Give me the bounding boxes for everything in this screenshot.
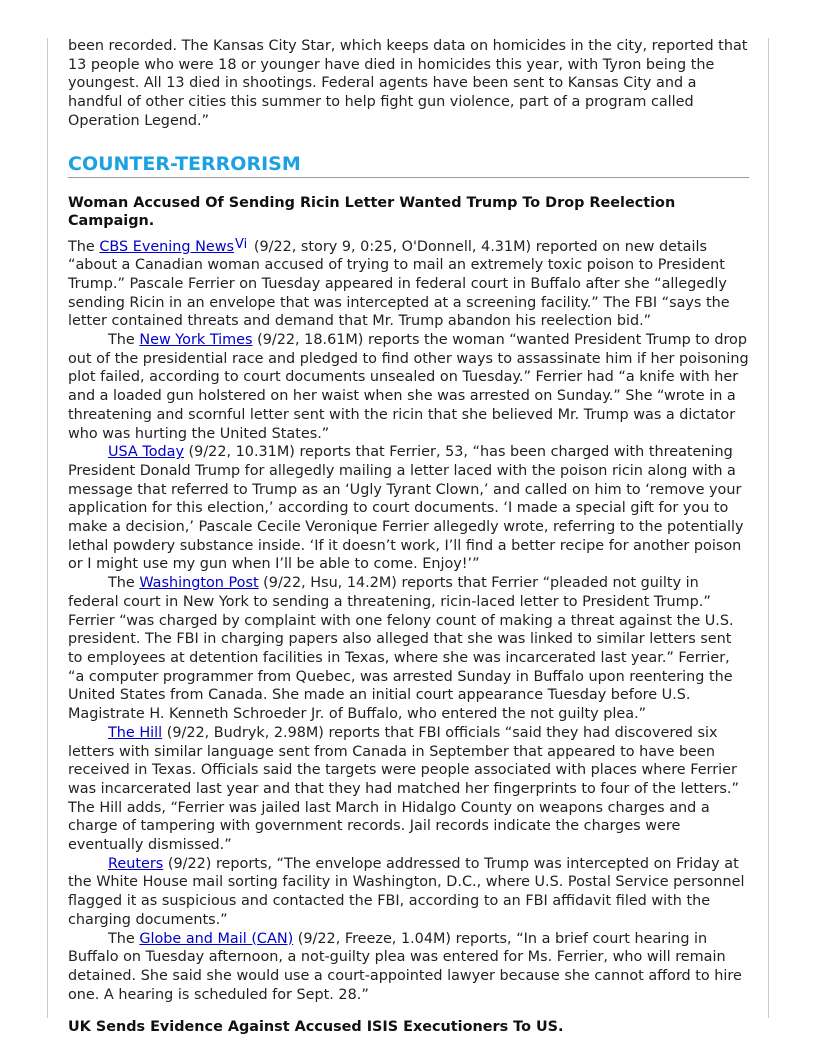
source-link-washington-post[interactable]: Washington Post bbox=[139, 575, 259, 592]
source-link-globe-and-mail[interactable]: Globe and Mail (CAN) bbox=[139, 930, 294, 947]
paragraph-text: (9/22, Budryk, 2.98M) reports that FBI officials “said they had discovered six letters with similar language sent from Canada in September that appeared to have been received in Texas. Officials said the targets were people associated with places where Ferrier was incarcerated last year and that they had matched her fingerprints to four of the letters.” The Hill adds, “Ferrier was jailed last March in Hidalgo County on weapons charges and a charge of tampering with government records. Jail records indicate the charges were eventually dismissed.” bbox=[68, 724, 739, 854]
article-paragraph-usa-today bbox=[68, 443, 749, 574]
paragraph-text: (9/22, 18.61M) reports the woman “wanted President Trump to drop out of the presidential race and pledged to find other ways to assassinate him if her poisoning plot failed, according to court documents unsealed on Tuesday.” Ferrier had “a knife with her and a loaded gun holstered on her waist when she was arrested on Sunday.” She “wrote in a threatening and scornful letter sent with the ricin that she believed Mr. Trump was a dictator who was hurting the United States.” bbox=[68, 332, 749, 442]
source-link-cbs-evening-news[interactable]: CBS Evening News bbox=[99, 238, 235, 255]
article-paragraph-cbs bbox=[68, 238, 749, 332]
paragraph-text: (9/22, Hsu, 14.2M) reports that Ferrier “pleaded not guilty in federal court in New York to sending a threatening, ricin-laced letter to President Trump.” Ferrier “was charged by complaint with one felony count of making a threat against the U.S. president. The FBI in charging papers also alleged that she was linked to similar letters sent to employees at detention facilities in Texas, where she was incarcerated last year.” Ferrier, “a computer programmer from Quebec, was arrested Sunday in Buffalo upon reentering the United States from Canada. She made an initial court appearance Tuesday before U.S. Magistrate H. Kenneth Schroeder Jr. of Buffalo, who entered the not guilty plea.” bbox=[68, 575, 734, 723]
paragraph-text: (9/22, 10.31M) reports that Ferrier, 53, “has been charged with threatening President Donald Trump for allegedly mailing a letter laced with the poison ricin along with a message that referred to Trump as an ‘Ugly Tyrant Clown,’ and called on him to ‘remove your application for this election,’ according to court documents. ‘I made a special gift for you to make a decision,’ Pascale Cecile Veronique Ferrier allegedly wrote, referring to the potentially lethal powdery substance inside. ‘If it doesn’t work, I’ll find a better recipe for another poison or I might use my gun when I’ll be able to come. Enjoy!’” bbox=[68, 444, 744, 573]
article-paragraph-washington-post bbox=[68, 574, 749, 724]
left-margin-rule bbox=[47, 38, 48, 1018]
article-paragraph-globe-and-mail bbox=[68, 930, 749, 1005]
right-margin-rule bbox=[768, 38, 769, 1018]
paragraph-text: (9/22) reports, “The envelope addressed to Trump was intercepted on Friday at the White House mail sorting facility in Washington, D.C., where U.S. Postal Service personnel flagged it as suspicious and contacted the FBI, according to an FBI affidavit filed with the charging documents.” bbox=[68, 855, 745, 928]
paragraph-text: (9/22, story 9, 0:25, O'Donnell, 4.31M) reported on new details “about a Canadian woman accused of trying to mail an extremely toxic poison to President Trump.” Pascale Ferrier on Tuesday appeared in federal court in Buffalo after she “allegedly sending Ricin in an envelope that was intercepted at a screening facility.” The FBI “says the letter contained threats and demand that Mr. Trump abandon his reelection bid.” bbox=[68, 238, 730, 330]
paragraph-text: (9/22, Freeze, 1.04M) reports, “In a brief court hearing in Buffalo on Tuesday afternoon, a not-guilty plea was entered for Ms. Ferrier, who will remain detained. She said she would use a court-appointed lawyer because she cannot afford to hire one. A hearing is scheduled for Sept. 28.” bbox=[68, 930, 742, 1003]
section-heading-counter-terrorism: COUNTER-TERRORISM bbox=[68, 152, 749, 178]
paragraph-lead: The bbox=[108, 575, 140, 592]
article-title-ricin-letter: Woman Accused Of Sending Ricin Letter Wanted Trump To Drop Reelection Campaign. bbox=[68, 194, 676, 229]
source-link-reuters[interactable]: Reuters bbox=[108, 855, 164, 872]
article-title-isis-executioners: UK Sends Evidence Against Accused ISIS Executioners To US. bbox=[68, 1019, 564, 1036]
intro-paragraph: been recorded. The Kansas City Star, which keeps data on homicides in the city, reported that 13 people who were 18 or younger have died in homicides this year, with Tyron being the youngest. All 13 died in shootings. Federal agents have been sent to Kansas City and a handful of other cities this summer to help fight gun violence, part of a program called Operation Legend.” bbox=[68, 38, 748, 129]
video-marker-icon[interactable]: Vi bbox=[235, 236, 248, 252]
source-link-new-york-times[interactable]: New York Times bbox=[139, 332, 253, 349]
source-link-usa-today[interactable]: USA Today bbox=[108, 444, 184, 461]
paragraph-lead: The bbox=[108, 332, 140, 349]
article-paragraph-the-hill bbox=[68, 724, 749, 855]
paragraph-lead: The bbox=[68, 238, 100, 255]
document-body bbox=[68, 37, 749, 1044]
source-link-the-hill[interactable]: The Hill bbox=[108, 724, 163, 741]
article-paragraph-reuters bbox=[68, 855, 749, 930]
paragraph-lead: The bbox=[108, 930, 140, 947]
article-paragraph-nyt bbox=[68, 331, 749, 443]
